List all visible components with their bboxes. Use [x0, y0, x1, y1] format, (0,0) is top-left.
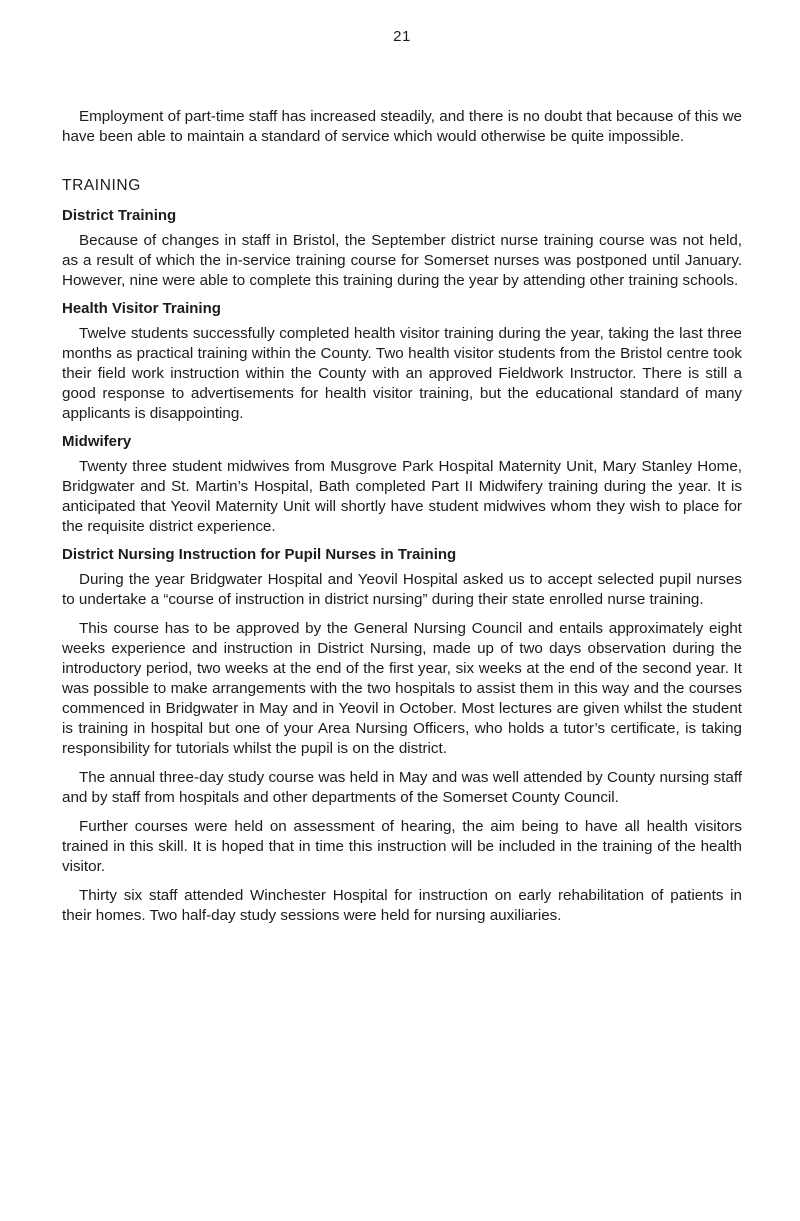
- subheading: District Nursing Instruction for Pupil Nurses in Training: [62, 546, 457, 563]
- paragraph: During the year Bridgwater Hospital and Yeovil Hospital asked us to accept selected pupil nurses to undertake a “course of instruction in district nursing” during their state enrolled nurse training.: [62, 571, 742, 608]
- paragraph: Further courses were held on assessment of hearing, the aim being to have all health visitors trained in this skill. It is hoped that in time this instruction will be included in the training of the health visitor.: [62, 818, 742, 875]
- paragraph: Twelve students successfully completed health visitor training during the year, taking the last three months as practical training within the County. Two health visitor students from the Bristol centre took their field work instruction within the County with an approved Fieldwork Instructor. There is still a good response to advertisements for health visitor training, but the educational standard of many applicants is disappointing.: [62, 325, 742, 422]
- paragraph: Twenty three student midwives from Musgrove Park Hospital Maternity Unit, Mary Stanley Home, Bridgwater and St. Martin’s Hospital, Bath completed Part II Midwifery training during the year. It is anticipated that Yeovil Maternity Unit will shortly have student midwives whom they wish to place for the requisite district experience.: [62, 458, 742, 535]
- section-district-nursing-instruction: [62, 546, 742, 926]
- subheading: Health Visitor Training: [62, 300, 221, 317]
- paragraph: Because of changes in staff in Bristol, the September district nurse training course was not held, as a result of which the in-service training course for Somerset nurses was postponed until January. However, nine were able to complete this training during the year by attending other training schools.: [62, 232, 742, 289]
- section-title: TRAINING: [62, 177, 141, 194]
- subheading: Midwifery: [62, 433, 132, 450]
- intro-paragraph: Employment of part-time staff has increased steadily, and there is no doubt that because of this we have been able to maintain a standard of service which would otherwise be quite impossible.: [62, 108, 742, 145]
- paragraph: This course has to be approved by the General Nursing Council and entails approximately eight weeks experience and instruction in District Nursing, made up of two days observation during the introductory period, two weeks at the end of the first year, six weeks at the end of the second year. It was possible to make arrangements with the two hospitals to assist them in this way and the courses commenced in Bridgwater in May and in Yeovil in October. Most lectures are given whilst the student is training in hospital but one of your Area Nursing Officers, who holds a tutor’s certificate, is taking responsibility for tutorials whilst the pupil is on the district.: [62, 620, 742, 757]
- section-district-training: [62, 207, 742, 291]
- paragraph: Thirty six staff attended Winchester Hospital for instruction on early rehabilitation of patients in their homes. Two half-day study sessions were held for nursing auxiliaries.: [62, 887, 742, 924]
- section-health-visitor-training: [62, 300, 742, 424]
- paragraph: The annual three-day study course was held in May and was well attended by County nursing staff and by staff from hospitals and other departments of the Somerset County Council.: [62, 769, 742, 806]
- subheading: District Training: [62, 207, 177, 224]
- page-number: 21: [393, 28, 411, 45]
- section-midwifery: [62, 433, 742, 537]
- document-page: [62, 28, 742, 935]
